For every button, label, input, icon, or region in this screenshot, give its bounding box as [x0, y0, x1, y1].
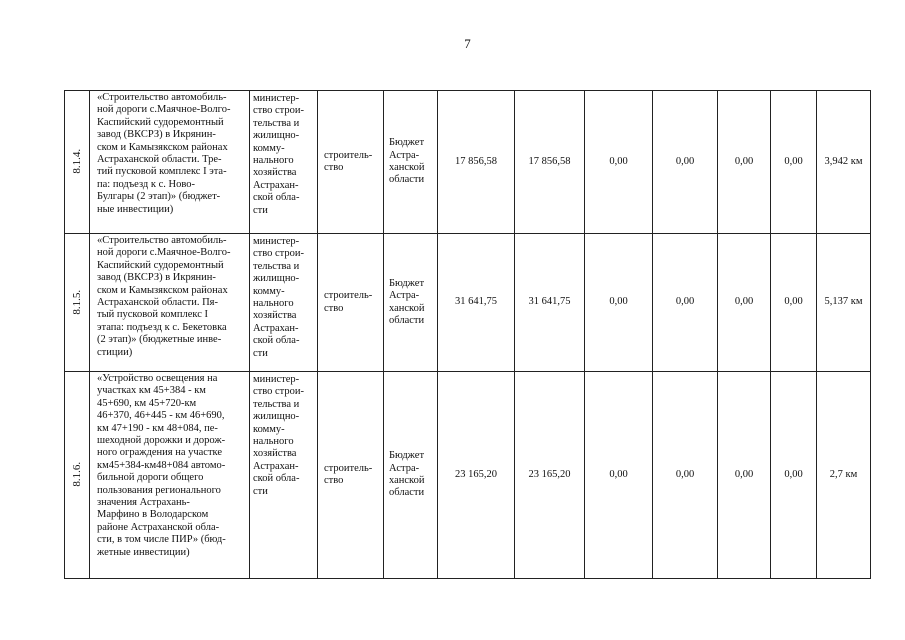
amount-total-cell: 17 856,58: [438, 91, 515, 234]
value-cell: 0,00: [718, 91, 771, 234]
description-text: «Строительство автомобиль- ной дороги с.Маячное-Волго- Каспийский судоремонтный завод (ВКСРЗ) в Икрянин- ском и Камызякском районах Астраханской области. Пя- тый пусковой комплекс I этапа: подъезд к с. Бекетовка (2 этап)» (бюджетные инве- стиции): [97, 235, 231, 358]
value-cell: 0,00: [653, 91, 718, 234]
executor-cell: [250, 234, 318, 372]
value-cell: 0,00: [653, 372, 718, 579]
work-type-cell: [318, 234, 384, 372]
length-cell: 2,7 км: [817, 372, 871, 579]
executor-text: министер- ство строи- тельства и жилищно- комму- нального хозяйства Астрахан- ской обла- сти: [253, 236, 305, 359]
source-cell: [384, 372, 438, 579]
work-type-text: строитель- ство: [324, 462, 373, 486]
length-cell: 3,942 км: [817, 91, 871, 234]
table-row: [65, 234, 871, 372]
work-type-text: строитель- ство: [324, 149, 373, 173]
page-number: 7: [464, 36, 471, 51]
table-row: [65, 372, 871, 579]
amount-year-cell: 23 165,20: [515, 372, 585, 579]
value-cell: 0,00: [718, 234, 771, 372]
work-type-text: строитель- ство: [324, 290, 373, 314]
value-cell: 0,00: [585, 372, 653, 579]
value-cell: 0,00: [653, 234, 718, 372]
source-cell: [384, 91, 438, 234]
work-type-cell: [318, 372, 384, 579]
value-cell: 0,00: [771, 91, 817, 234]
source-text: Бюджет Астра- ханской области: [389, 277, 425, 326]
executor-text: министер- ство строи- тельства и жилищно- комму- нального хозяйства Астрахан- ской обла- сти: [253, 93, 305, 216]
description-cell: [90, 91, 250, 234]
row-number: 8.1.4.: [71, 149, 84, 174]
value-cell: 0,00: [771, 234, 817, 372]
work-type-cell: [318, 91, 384, 234]
source-text: Бюджет Астра- ханской области: [389, 450, 425, 499]
row-number-cell: [65, 91, 90, 234]
executor-cell: [250, 91, 318, 234]
value-cell: 0,00: [771, 372, 817, 579]
executor-text: министер- ство строи- тельства и жилищно- комму- нального хозяйства Астрахан- ской обла- сти: [253, 374, 305, 497]
amount-total-cell: 23 165,20: [438, 372, 515, 579]
source-text: Бюджет Астра- ханской области: [389, 137, 425, 186]
row-number: 8.1.5.: [71, 289, 84, 315]
table-row: [65, 91, 871, 234]
description-cell: [90, 372, 250, 579]
amount-total-cell: 31 641,75: [438, 234, 515, 372]
description-cell: [90, 234, 250, 372]
row-number-cell: [65, 234, 90, 372]
row-number-cell: [65, 372, 90, 579]
description-text: «Устройство освещения на участках км 45+384 - км 45+690, км 45+720-км 46+370, 46+445 - км 46+690, км 47+190 - км 48+084, пе- шеходной дорожки и дорож- ного ограждения на участке км45+384-км48+084 автомо- бильной дороги общего пользования регионального значения Астрахань- Марфино в Володарском районе Астраханской обла- сти, в том числе ПИР» (бюд- жетные инвестиции): [97, 373, 226, 558]
executor-cell: [250, 372, 318, 579]
source-cell: [384, 234, 438, 372]
description-text: «Строительство автомобиль- ной дороги с.Маячное-Волго- Каспийский судоремонтный завод (ВКСРЗ) в Икрянин- ском и Камызякском районах Астраханской области. Тре- тий пусковой комплекс I эта- па: подъезд к с. Ново- Булгары (2 этап)» (бюджет- ные инвестиции): [97, 92, 231, 215]
value-cell: 0,00: [718, 372, 771, 579]
value-cell: 0,00: [585, 91, 653, 234]
length-cell: 5,137 км: [817, 234, 871, 372]
amount-year-cell: 17 856,58: [515, 91, 585, 234]
budget-table: [64, 90, 871, 579]
row-number: 8.1.6.: [71, 462, 84, 487]
value-cell: 0,00: [585, 234, 653, 372]
amount-year-cell: 31 641,75: [515, 234, 585, 372]
